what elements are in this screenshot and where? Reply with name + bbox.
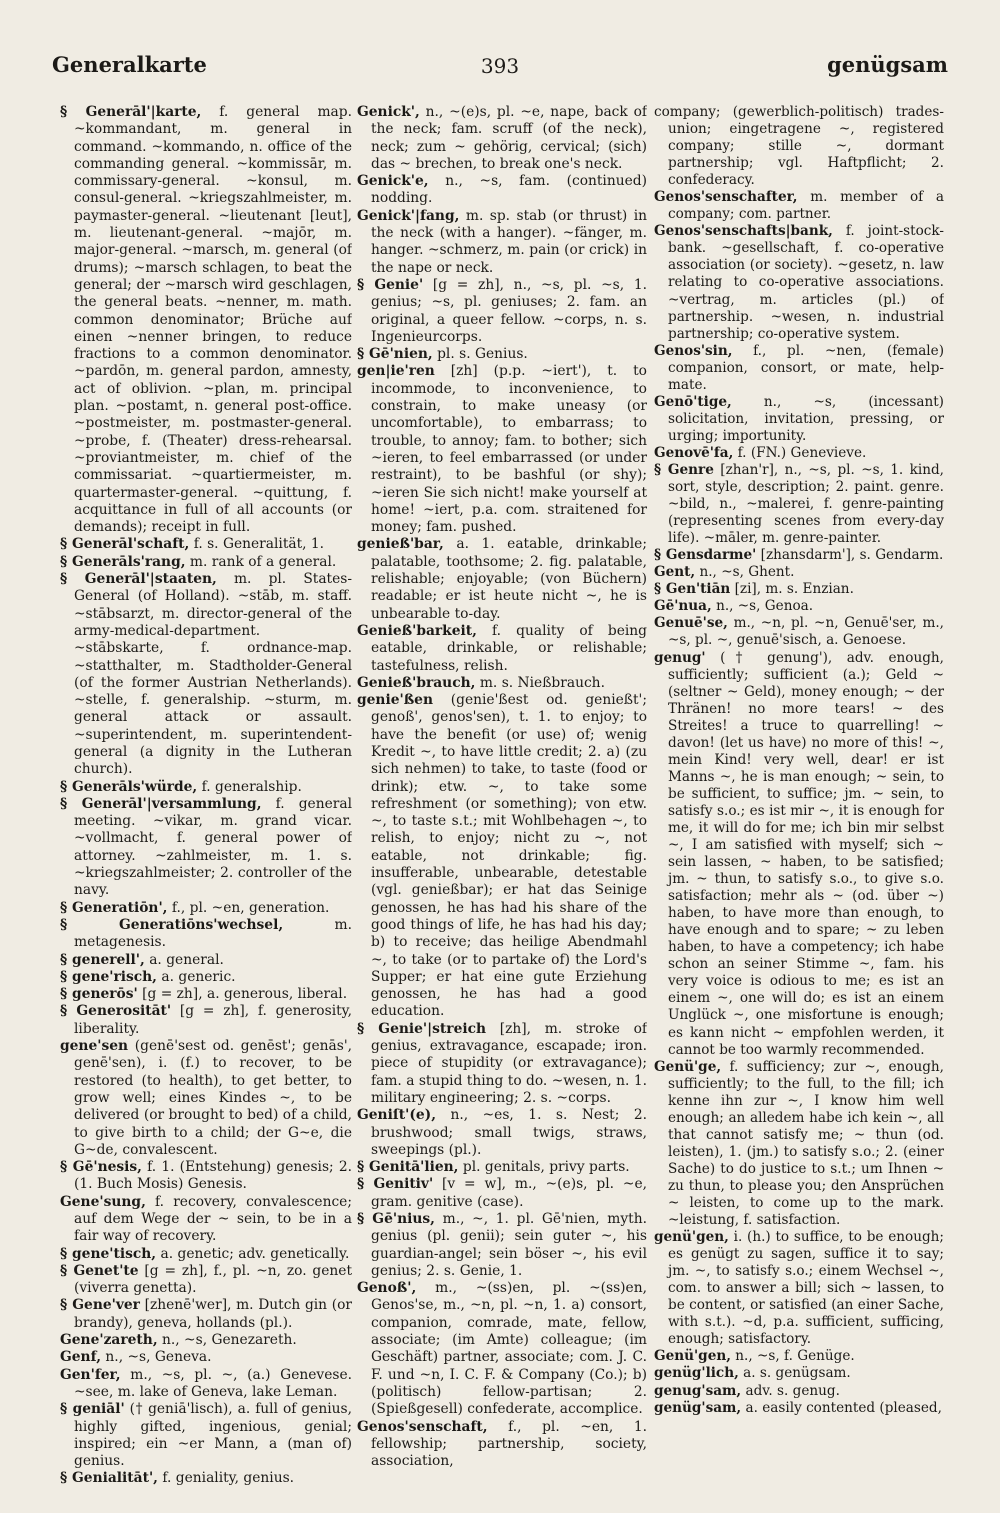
entry-definition: f. geniality, genius. <box>162 1470 295 1487</box>
entry-headword: Genick'e, <box>357 173 429 190</box>
dictionary-entry <box>357 104 647 173</box>
dictionary-entry <box>357 536 647 622</box>
entry-definition: f. (FN.) Genevieve. <box>737 444 867 461</box>
dictionary-entry <box>357 692 647 1021</box>
dictionary-entry <box>60 952 352 969</box>
entry-headword: Gene'sung, <box>60 1193 146 1210</box>
entry-definition: n., ~s, Genezareth. <box>162 1332 297 1349</box>
dictionary-entry <box>357 346 647 363</box>
entry-definition: n., ~s, (incessant) solicitation, invitation, pressing, or urging; importunity. <box>668 393 944 444</box>
entry-headword: § gene'risch, <box>60 968 157 985</box>
entry-definition: († geniā'lisch), a. full of genius, highly gifted, ingenious, genial; inspired; ein ~er Mann, a (man of) genius. <box>74 1401 352 1470</box>
dictionary-entry <box>60 796 352 900</box>
dictionary-entry <box>60 1367 352 1402</box>
entry-headword: Gene'zareth, <box>60 1332 158 1349</box>
entry-definition: (genie'ßest od. genießt'; genoß', genos'sen), t. 1. to enjoy; to have the benefit (or use) of; wenig Kredit ~, to have little credit; 2. a) (zu sich nehmen) to take, to taste (food or drink); etw. ~, to take some refreshment (or something); von etw. ~, to taste s.t.; mit Wohlbehagen ~, to relish, to enjoy; nicht zu ~, not eatable, not drinkable; fig. insufferable, unbearable, detestable (vgl. genießbar); er hat das Seinige genossen, he has had his share of the good things of life, he has had his day; b) to receive; das heilige Abendmahl ~, to take (or to partake of) the Lord's Supper; er hat eine gute Erziehung genossen, he has had a good education. <box>371 692 647 1020</box>
entry-headword: Genos'senschaft, <box>357 1418 488 1435</box>
dictionary-entry <box>357 1419 647 1471</box>
entry-headword: § Gē'nien, <box>357 346 433 363</box>
entry-definition: f., pl. ~en, 1. fellowship; partnership, society, association, <box>371 1418 647 1470</box>
dictionary-entry <box>654 547 944 564</box>
entry-headword: Genuē'se, <box>654 615 728 632</box>
entry-headword: § Generatiōn', <box>60 899 168 916</box>
dictionary-entry <box>357 1021 647 1107</box>
entry-definition: [zh], m. stroke of genius, extravagance, escapade; iron. piece of stupidity (or extravagance); fam. a stupid thing to do. ~wesen, n. 1. military engineering; 2. s. ~corps. <box>371 1020 647 1106</box>
dictionary-entry <box>60 1470 352 1487</box>
dictionary-entry <box>60 1297 352 1332</box>
entry-headword: Gē'nua, <box>654 598 712 615</box>
entry-headword: § Generāl'|karte, <box>60 104 202 120</box>
entry-headword: § Gē'nesis, <box>60 1159 142 1176</box>
entry-headword: gen|ie'ren <box>357 363 435 380</box>
entry-headword: § generōs' <box>60 986 138 1003</box>
entry-headword: § Genie'|streich <box>357 1020 487 1037</box>
dictionary-entry <box>654 394 944 445</box>
dictionary-entry <box>60 1003 352 1038</box>
entry-definition: a. general. <box>149 951 224 968</box>
dictionary-entry <box>60 536 352 553</box>
entry-definition: [zi], m. s. Enzian. <box>734 581 854 598</box>
entry-headword: Genieß'barkeit, <box>357 622 477 639</box>
entry-headword: Genō'tige, <box>654 393 732 410</box>
entry-definition: [zh] (p.p. ~iert'), t. to incommode, to inconvenience, to constrain, to make uneasy (or uncomfortable), to embarrass; to trouble, to annoy; fam. to bother; sich ~ieren, to feel embarrassed (or under restraint), to be bashful (or shy); ~ieren Sie sich nicht! make yourself at home! ~iert, p.a. com. straitened for money; fam. pushed. <box>371 363 647 536</box>
dictionary-entry <box>60 1349 352 1366</box>
dictionary-entry <box>654 223 944 342</box>
dictionary-entry <box>357 1107 647 1159</box>
dictionary-entry <box>60 1159 352 1194</box>
entry-definition: m. rank of a general. <box>189 553 337 570</box>
entry-headword: Geniſt'(e), <box>357 1107 437 1124</box>
dictionary-entry <box>357 623 647 675</box>
entry-definition: n., ~es, 1. s. Nest; 2. brushwood; small twigs, straws, sweepings (pl.). <box>371 1107 647 1158</box>
dictionary-entry <box>357 277 647 346</box>
entry-definition: f. general map. ~kommandant, m. general in command. ~kommando, n. office of the commanding general. ~kommissār, m. commissary-general. ~konsul, m. consul-general. ~kriegszahlmeister, m. paymaster-general. ~lieutenant [leut], m. lieutenant-general. ~majōr, m. major-general. ~marsch, m. general (of drums); ~marsch schlagen, to beat the general; der ~marsch wird geschlagen, the general beats. ~nenner, m. math. common denominator; Brüche auf einen ~nenner bringen, to reduce fractions to a common denominator. ~pardōn, m. general pardon, amnesty, act of oblivion. ~plan, m. principal plan. ~postamt, n. general post-office. ~postmeister, m. postmaster-general. ~probe, f. (Theater) dress-rehearsal. ~proviantmeister, m. chief of the commissariat. ~quartiermeister, m. quartermaster-general. ~quittung, f. acquittance in full of all accounts (or demands); receipt in full. <box>74 104 352 536</box>
dictionary-entry <box>60 1194 352 1246</box>
entry-headword: § Genre <box>654 461 714 478</box>
page-number: 393 <box>480 54 520 78</box>
dictionary-entry <box>60 969 352 986</box>
entry-headword: genug' <box>654 649 706 666</box>
entry-headword: genüg'lich, <box>654 1365 739 1382</box>
entry-headword: § Genitiv' <box>357 1176 434 1193</box>
entry-headword: § Gē'nius, <box>357 1211 435 1227</box>
entry-definition: m. pl. States-General (of Holland). ~stāb, m. staff. ~stābsarzt, m. director-general of the army-medical-department. ~stābskarte, f. ordnance-map. ~statthalter, m. Stadtholder-General (of the former Austrian Netherlands). ~stelle, f. generalship. ~sturm, m. general attack or assault. ~superintendent, m. superintendent-general (a dignity in the Lutheran church). <box>74 571 352 778</box>
dictionary-entry <box>357 363 647 536</box>
dictionary-entry <box>60 779 352 796</box>
dictionary-entry <box>654 1365 944 1382</box>
entry-headword: § Gensdarme' <box>654 547 757 564</box>
entry-definition: [g = zh], f., pl. ~n, zo. genet (viverra genetta). <box>74 1262 352 1297</box>
dictionary-entry <box>357 1159 647 1176</box>
entry-headword: § Genie' <box>357 276 424 293</box>
entry-headword: § Genet'te <box>60 1262 139 1279</box>
entry-headword: genieß'bar, <box>357 536 444 553</box>
entry-definition: m., ~(ss)en, pl. ~(ss)en, Genos'se, m., ~n, pl. ~n, 1. a) consort, companion, comrade, mate, fellow, associate; (im Amte) colleague; (im Geschäft) partner, associate; com. J. C. F. und ~n, I. C. F. & Company (Co.); b) (politisch) fellow-partisan; 2. (Spießgesell) confederate, accomplice. <box>371 1280 647 1418</box>
dictionary-entry <box>654 1229 944 1348</box>
dictionary-entry <box>60 1246 352 1263</box>
column-1 <box>60 104 352 1499</box>
entry-definition: [g = zh], n., ~s, pl. ~s, 1. genius; ~s, pl. geniuses; 2. fam. an original, a queer fellow. ~corps, n. s. Ingenieurcorps. <box>371 276 647 345</box>
entry-definition: a. generic. <box>161 968 236 985</box>
entry-headword: genüg'sam, <box>654 1399 742 1416</box>
dictionary-entry <box>654 104 944 189</box>
dictionary-entry <box>60 917 352 952</box>
entry-definition: [zhansdarm'], s. Gendarm. <box>760 547 944 564</box>
dictionary-entry <box>654 1059 944 1229</box>
entry-headword: Gen'fer, <box>60 1366 121 1383</box>
dictionary-entry <box>60 986 352 1003</box>
entry-definition: f. sufficiency; zur ~, enough, sufficiently; to the full, to the fill; ich kenne ihn zur ~, I know him well enough; an alledem habe ich kein ~, all that cannot satisfy me; ~ thun (od. leisten), 1. (jm.) to satisfy s.o.; 2. (einer Sache) to do justice to s.t.; um Ihnen ~ zu thun, to please you; den Ansprüchen ~ leisten, to come up to the mark. ~leistung, f. satisfaction. <box>668 1058 944 1229</box>
entry-definition: f. generalship. <box>201 778 302 795</box>
entry-headword: § generell', <box>60 951 145 968</box>
entry-definition: a. genetic; adv. genetically. <box>160 1245 350 1262</box>
dictionary-entry <box>357 1211 647 1280</box>
dictionary-entry <box>60 1263 352 1298</box>
entry-headword: § gene'tisch, <box>60 1245 157 1262</box>
entry-headword: § geniāl' <box>60 1401 125 1418</box>
entry-headword: § Generositāt' <box>60 1003 172 1020</box>
entry-definition: i. (h.) to suffice, to be enough; es genügt zu sagen, suffice it to say; jm. ~, to satisfy s.o.; einem Wechsel ~, com. to answer a bill; sich ~ lassen, to be content, or satisfied (an einer Sache, with s.t.). ~d, p.a. sufficient, sufficing, enough; satisfactory. <box>668 1229 944 1348</box>
dictionary-entry <box>654 445 944 462</box>
dictionary-entry <box>357 173 647 208</box>
entry-headword: Genovē'fa, <box>654 444 734 461</box>
entry-headword: genü'gen, <box>654 1229 729 1246</box>
entry-definition: company; (gewerblich-politisch) trades-union; eingetragene ~, registered company; stille ~, dormant partnership; vgl. Haftpflicht; 2. confederacy. <box>654 104 944 189</box>
entry-definition: f., pl. ~nen, (female) companion, consort, or mate, help-mate. <box>668 342 944 393</box>
entry-definition: f. recovery, convalescence; auf dem Wege der ~ sein, to be in a fair way of recovery. <box>74 1193 352 1245</box>
entry-headword: Gent, <box>654 564 696 581</box>
dictionary-entry <box>654 189 944 223</box>
entry-headword: Genos'sin, <box>654 342 733 359</box>
page-header <box>52 52 948 92</box>
entry-headword: Genos'senschafter, <box>654 189 798 206</box>
entry-headword: Genoß', <box>357 1280 417 1297</box>
dictionary-entry <box>60 1332 352 1349</box>
entry-headword: Genü'ge, <box>654 1058 722 1075</box>
dictionary-entry <box>357 1176 647 1211</box>
entry-headword: § Gen'tiān <box>654 581 731 598</box>
entry-headword: Genü'gen, <box>654 1348 731 1365</box>
entry-definition: [zhan'r], n., ~s, pl. ~s, 1. kind, sort, style, description; 2. paint. genre. ~bild, n., ~malerei, f. genre-painting (representing scenes from every-day life). ~māler, m. genre-painter. <box>668 461 944 547</box>
entry-definition: m. sp. stab (or thrust) in the neck (with a hanger). ~fänger, m. hanger. ~schmerz, m. pain (or crick) in the nape or neck. <box>371 207 647 276</box>
entry-headword: § Generāl'|staaten, <box>60 571 217 588</box>
entry-definition: n., ~s, Geneva. <box>105 1349 212 1366</box>
entry-definition: m. metagenesis. <box>74 916 352 951</box>
entry-definition: n., ~s, f. Genüge. <box>735 1348 855 1365</box>
entry-definition: (genē'sest od. genēst'; genās', genē'sen), i. (f.) to recover, to be restored (to health), to get better, to grow well; eines Kindes ~, to be delivered (or brought to bed) of a child, to give birth to a child; der G~e, die G~de, convalescent. <box>74 1038 352 1158</box>
entry-definition: m., ~s, pl. ~, (a.) Genevese. ~see, m. lake of Geneva, lake Leman. <box>74 1366 352 1400</box>
entry-definition: [g = zh], f. generosity, liberality. <box>74 1003 352 1037</box>
entry-headword: § Generāls'würde, <box>60 778 198 795</box>
entry-definition: a. 1. eatable, drinkable; palatable, toothsome; 2. fig. palatable, relishable; enjoyable; (von Büchern) readable; er ist heute nicht ~, he is unbearable to-day. <box>371 536 647 622</box>
entry-definition: n., ~s, Ghent. <box>699 564 795 581</box>
entry-headword: § Gene'ver <box>60 1297 140 1314</box>
entry-definition: pl. s. Genius. <box>437 346 528 363</box>
entry-headword: gene'sen <box>60 1038 129 1055</box>
entry-headword: § Generāls'rang, <box>60 553 186 570</box>
entry-definition: [zhenē'wer], m. Dutch gin (or brandy), geneva, hollands (pl.). <box>74 1297 352 1331</box>
dictionary-entry <box>60 104 352 536</box>
entry-definition: pl. genitals, privy parts. <box>462 1159 630 1176</box>
entry-definition: m., ~, 1. pl. Gē'nien, myth. genius (pl. genii); sein guter ~, his guardian-angel; sein böser ~, his evil genius; 2. s. Genie, 1. <box>371 1211 647 1279</box>
entry-definition: f. general meeting. ~vikar, m. grand vicar. ~vollmacht, f. general power of attorney. ~zahlmeister, m. 1. s. ~kriegszahlmeister; 2. controller of the navy. <box>74 795 352 899</box>
dictionary-entry <box>654 615 944 649</box>
entry-definition: f. joint-stock-bank. ~gesellschaft, f. co-operative association (or society). ~gesetz, n. law relating to co-operative associations. ~vertrag, m. articles (pl.) of partnership. ~wesen, n. industrial partnership; co-operative system. <box>668 223 944 342</box>
dictionary-entry <box>60 1401 352 1470</box>
entry-definition: f., pl. ~en, generation. <box>171 899 330 916</box>
entry-definition: [v = w], m., ~(e)s, pl. ~e, gram. genitive (case). <box>371 1176 647 1210</box>
dictionary-entry <box>654 462 944 547</box>
dictionary-entry <box>654 1383 944 1400</box>
entry-headword: Genick'|fang, <box>357 207 460 224</box>
dictionary-entry <box>60 571 352 779</box>
header-right-catchword: genügsam <box>827 52 948 77</box>
entry-definition: († genung'), adv. enough, sufficiently; sufficient (a.); Geld ~ (seltner ~ Geld), money enough; ~ der Thränen! no more tears! ~ des Streites! a truce to quarrelling! ~ davon! (let us have) no more of this! ~, mein Kind! very well, dear! er ist Manns ~, he is man enough; ~ sein, to be sufficient, to suffice; jm. ~ sein, to satisfy s.o.; es ist mir ~, it is enough for me, it will do for me; ich bin mir selbst ~, I am satisfied with myself; sich ~ sein lassen, ~ haben, to be satisfied; jm. ~ thun, to satisfy s.o., to give s.o. satisfaction; mehr als ~ (od. über ~) haben, to have more than enough, to have enough and to spare; ~ zu leben haben, to have a competency; ich habe schon an seiner Stimme ~, fam. his very voice is odious to me; es ist an einem ~, one will do; es ist an einem Unglück ~, one misfortune is enough; es kann nicht ~ empfohlen werden, it cannot be too warmly recommended. <box>668 649 944 1058</box>
entry-headword: § Generāl'|versammlung, <box>60 795 262 812</box>
entry-definition: [g = zh], a. generous, liberal. <box>142 986 348 1003</box>
column-2 <box>357 104 647 1499</box>
dictionary-entry <box>357 208 647 277</box>
entry-definition: m., ~n, pl. ~n, Genuē'ser, m., ~s, pl. ~, genuē'sisch, a. Genoese. <box>668 615 944 649</box>
entry-headword: genug'sam, <box>654 1382 742 1399</box>
entry-definition: m. s. Nießbrauch. <box>479 674 605 691</box>
dictionary-entry <box>654 1348 944 1365</box>
dictionary-entry <box>654 564 944 581</box>
entry-headword: § Generāl'schaft, <box>60 536 190 553</box>
dictionary-entry <box>357 1280 647 1418</box>
entry-definition: adv. s. genug. <box>745 1382 840 1399</box>
entry-headword: § Generatiōns'wechsel, <box>60 916 284 933</box>
dictionary-entry <box>654 1400 944 1417</box>
dictionary-entry <box>654 581 944 598</box>
entry-headword: genie'ßen <box>357 692 433 709</box>
dictionary-entry <box>654 343 944 394</box>
dictionary-entry <box>654 598 944 615</box>
entry-headword: Genf, <box>60 1349 102 1366</box>
entry-definition: f. 1. (Entstehung) genesis; 2. (1. Buch Mosis) Genesis. <box>74 1159 352 1193</box>
entry-headword: § Genialitāt', <box>60 1470 158 1487</box>
dictionary-entry <box>654 650 944 1059</box>
entry-headword: § Genitā'lien, <box>357 1159 459 1176</box>
entry-definition: f. quality of being eatable, drinkable, or relishable; tastefulness, relish. <box>371 622 647 674</box>
entry-headword: Genick', <box>357 104 420 120</box>
column-3 <box>654 104 944 1499</box>
entry-definition: a. s. genügsam. <box>743 1365 851 1382</box>
entry-definition: f. s. Generalität, 1. <box>193 536 325 553</box>
entry-headword: Genieß'brauch, <box>357 674 476 691</box>
dictionary-entry <box>60 1038 352 1159</box>
header-left-catchword: Generalkarte <box>52 52 207 77</box>
entry-headword: Genos'senschafts|bank, <box>654 223 833 240</box>
dictionary-entry <box>60 554 352 571</box>
entry-definition: m. member of a company; com. partner. <box>668 189 944 223</box>
dictionary-entry <box>60 900 352 917</box>
entry-definition: n., ~s, fam. (continued) nodding. <box>371 173 647 207</box>
entry-definition: n., ~s, Genoa. <box>716 598 814 615</box>
entry-definition: a. easily contented (pleased, <box>745 1399 942 1416</box>
dictionary-entry <box>357 675 647 692</box>
entry-definition: n., ~(e)s, pl. ~e, nape, back of the neck; fam. scruff (of the neck), neck; zum ~ gehörig, cervical; (sich) das ~ brechen, to break one's neck. <box>371 104 647 172</box>
